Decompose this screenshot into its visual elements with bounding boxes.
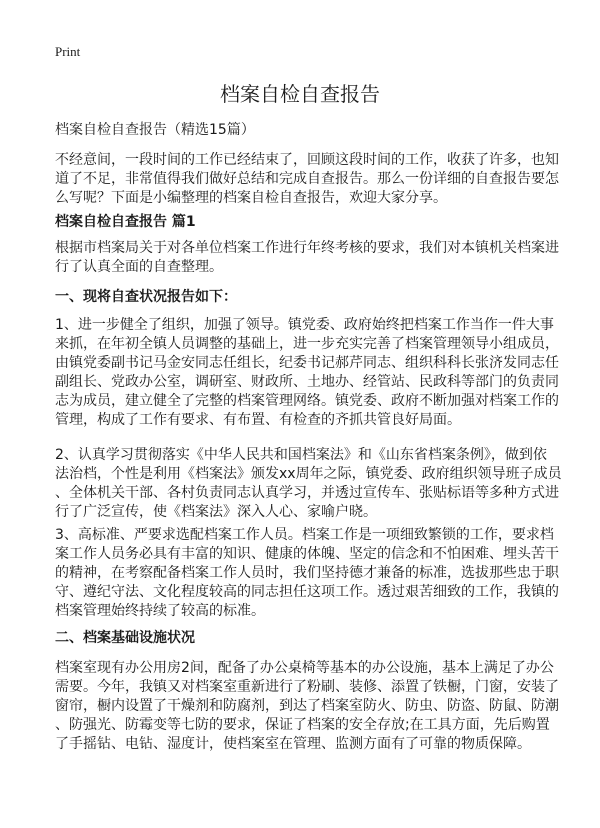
item1-paragraph xyxy=(55,316,559,430)
text-line: 由镇党委副书记马金安同志任组长，纪委书记郝芹同志、组织科科长张济发同志任 xyxy=(55,355,559,371)
text-line: 的精神，在考察配备档案工作人员时，我们坚持德才兼备的标准，选拔那些忠于职 xyxy=(55,565,559,581)
text-line: 管理，构成了工作有要求、有布置、有检查的齐抓共管良好局面。 xyxy=(55,412,461,428)
print-link[interactable]: Print xyxy=(55,44,81,59)
item3-paragraph xyxy=(55,526,559,621)
text-line: 行了认真全面的自查整理。 xyxy=(55,259,223,275)
text-line: 么写呢？下面是小编整理的档案自检自查报告，欢迎大家分享。 xyxy=(55,190,447,206)
text-line: 守、遵纪守法、文化程度较高的同志担任这项工作。透过艰苦细致的工作，我镇的 xyxy=(55,584,559,600)
text-line: 根据市档案局关于对各单位档案工作进行年终考核的要求，我们对本镇机关档案进 xyxy=(55,240,559,256)
text-line: 1、进一步健全了组织，加强了领导。镇党委、政府始终把档案工作当作一件大事 xyxy=(55,317,554,333)
facilities-paragraph xyxy=(55,659,559,754)
text-line: 3、高标准、严要求选配档案工作人员。档案工作是一项细致繁锁的工作，要求档 xyxy=(55,527,554,543)
heading-two: 二、档案基础设施状况 xyxy=(55,630,195,646)
section1-intro-paragraph xyxy=(55,239,559,277)
text-line: 案工作人员务必具有丰富的知识、健康的体魄、坚定的信念和不怕困难、埋头苦干 xyxy=(55,546,559,562)
heading-one: 一、现将自查状况报告如下： xyxy=(55,289,237,305)
text-line: 窗帘，橱内设置了干燥剂和防腐剂，到达了档案室防火、防虫、防盗、防鼠、防潮 xyxy=(55,698,559,714)
section-heading-1: 档案自检自查报告 篇1 xyxy=(55,214,196,230)
text-line: 、全体机关干部、各村负责同志认真学习，并透过宣传车、张贴标语等多种方式进 xyxy=(55,485,559,501)
text-line: 副组长、党政办公室，调研室、财政所、土地办、经管站、民政科等部门的负责同 xyxy=(55,374,559,390)
text-line: 需要。今年，我镇又对档案室重新进行了粉刷、装修、添置了铁橱，门窗，安装了 xyxy=(55,679,559,695)
text-line: 档案室现有办公用房2间，配备了办公桌椅等基本的办公设施，基本上满足了办公 xyxy=(55,660,554,676)
text-line: 不经意间，一段时间的工作已经结束了，回顾这段时间的工作，收获了许多，也知 xyxy=(55,152,559,168)
text-line: 志为成员，建立健全了完整的档案管理网络。镇党委、政府不断加强对档案工作的 xyxy=(55,393,559,409)
intro-paragraph xyxy=(55,151,559,208)
text-line: 法治档，个性是利用《档案法》颁发xx周年之际，镇党委、政府组织领导班子成员 xyxy=(55,466,562,482)
text-line: 、防强光、防霉变等七防的要求，保证了档案的安全存放;在工具方面，先后购置 xyxy=(55,717,550,733)
text-line: 档案管理始终持续了较高的标准。 xyxy=(55,603,265,619)
text-line: 2、认真学习贯彻落实《中华人民共和国档案法》和《山东省档案条例》，做到依 xyxy=(55,447,547,463)
text-line: 了手摇钻、电钻、湿度计，使档案室在管理、监测方面有了可靠的物质保障。 xyxy=(55,736,531,752)
text-line: 来抓，在年初全镇人员调整的基础上，进一步充实完善了档案管理领导小组成员， xyxy=(55,336,559,352)
subtitle: 档案自检自查报告（精选15篇） xyxy=(55,122,255,138)
text-line: 行了广泛宣传，使《档案法》深入人心、家喻户晓。 xyxy=(55,504,377,520)
page-title: 档案自检自查报告 xyxy=(220,82,380,106)
text-line: 道了不足，非常值得我们做好总结和完成自查报告。那么一份详细的自查报告要怎 xyxy=(55,171,559,187)
item2-paragraph xyxy=(55,446,562,522)
